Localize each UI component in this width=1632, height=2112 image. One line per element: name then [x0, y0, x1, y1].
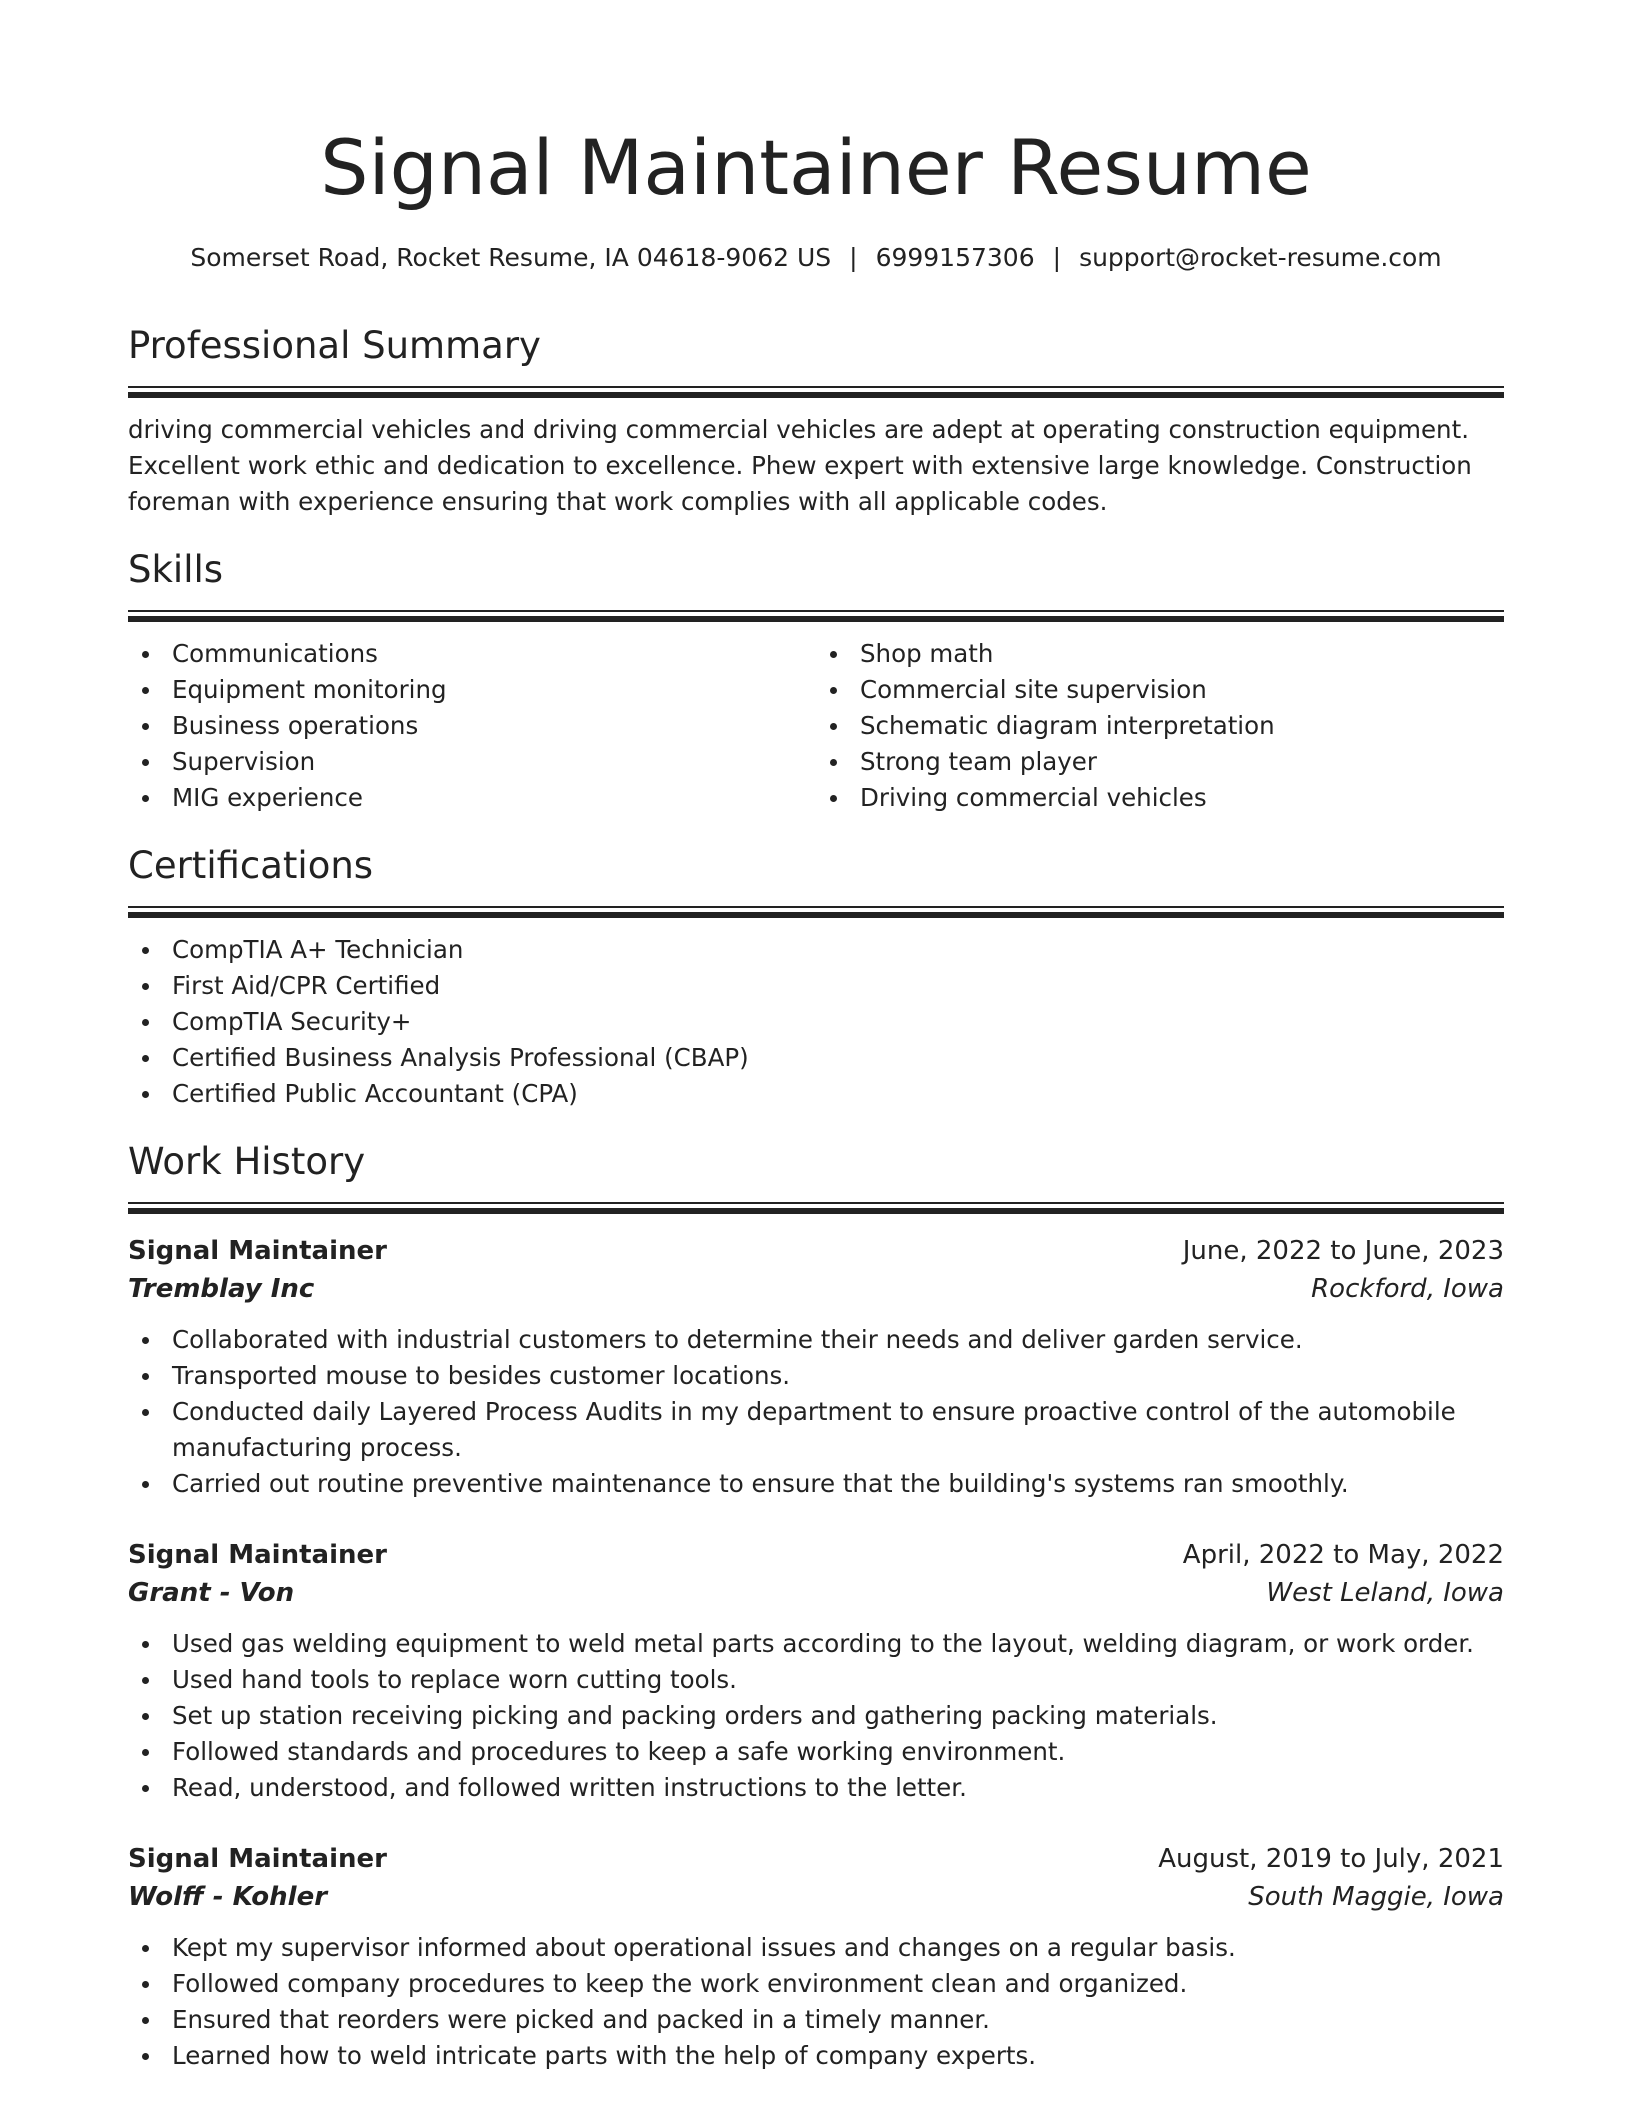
contact-email: support@rocket-resume.com — [1079, 243, 1442, 272]
skill-item: Schematic diagram interpretation — [816, 708, 1504, 744]
job-entry — [128, 1536, 1504, 1806]
skill-item: Strong team player — [816, 744, 1504, 780]
job-bullet: Used hand tools to replace worn cutting tools. — [128, 1662, 1504, 1698]
skill-item: Driving commercial vehicles — [816, 780, 1504, 816]
contact-separator: | — [1052, 243, 1062, 272]
certification-item: Certified Public Accountant (CPA) — [128, 1076, 1504, 1112]
job-bullet: Read, understood, and followed written instructions to the letter. — [128, 1770, 1504, 1806]
contact-line — [128, 240, 1504, 276]
section-divider — [128, 386, 1504, 398]
job-dates: June, 2022 to June, 2023 — [1182, 1236, 1504, 1266]
job-bullet: Learned how to weld intricate parts with the help of company experts. — [128, 2038, 1504, 2074]
job-company: Grant - Von — [128, 1578, 295, 1608]
section-divider — [128, 610, 1504, 622]
skill-item: Business operations — [128, 708, 816, 744]
job-company: Wolff - Kohler — [128, 1882, 328, 1912]
job-bullet: Collaborated with industrial customers to determine their needs and deliver garden service. — [128, 1322, 1504, 1358]
skills-column-left — [128, 622, 816, 816]
job-bullet: Kept my supervisor informed about operational issues and changes on a regular basis. — [128, 1930, 1504, 1966]
job-location: South Maggie, Iowa — [1248, 1882, 1504, 1912]
job-bullet: Used gas welding equipment to weld metal parts according to the layout, welding diagram, or work order. — [128, 1626, 1504, 1662]
job-bullet: Followed company procedures to keep the work environment clean and organized. — [128, 1966, 1504, 2002]
certification-item: CompTIA Security+ — [128, 1004, 1504, 1040]
skill-item: Commercial site supervision — [816, 672, 1504, 708]
skill-item: Shop math — [816, 636, 1504, 672]
page-title: Signal Maintainer Resume — [320, 123, 1312, 212]
job-entry — [128, 1232, 1504, 1502]
section-divider — [128, 906, 1504, 918]
skills-section — [128, 546, 1504, 816]
job-entry — [128, 1840, 1504, 2074]
skill-item: Equipment monitoring — [128, 672, 816, 708]
certification-item: First Aid/CPR Certified — [128, 968, 1504, 1004]
job-dates: April, 2022 to May, 2022 — [1182, 1540, 1504, 1570]
section-divider — [128, 1202, 1504, 1214]
contact-address: Somerset Road, Rocket Resume, IA 04618-9062 US — [190, 243, 832, 272]
skills-column-right — [816, 622, 1504, 816]
skill-item: Supervision — [128, 744, 816, 780]
job-dates: August, 2019 to July, 2021 — [1158, 1844, 1504, 1874]
job-bullet: Ensured that reorders were picked and packed in a timely manner. — [128, 2002, 1504, 2038]
skill-item: Communications — [128, 636, 816, 672]
certification-item: CompTIA A+ Technician — [128, 932, 1504, 968]
section-heading: Skills — [128, 548, 224, 591]
job-bullet: Followed standards and procedures to keep a safe working environment. — [128, 1734, 1504, 1770]
job-title: Signal Maintainer — [128, 1844, 387, 1874]
job-bullet: Transported mouse to besides customer locations. — [128, 1358, 1504, 1394]
job-location: Rockford, Iowa — [1311, 1274, 1504, 1304]
job-location: West Leland, Iowa — [1266, 1578, 1504, 1608]
job-bullet: Carried out routine preventive maintenance to ensure that the building's systems ran smoothly. — [128, 1466, 1504, 1502]
contact-phone: 6999157306 — [875, 243, 1035, 272]
contact-separator: | — [849, 243, 858, 272]
summary-text: driving commercial vehicles and driving commercial vehicles are adept at operating construction equipment. Excellent work ethic and dedication to excellence. Phew expert with extensive large knowledge. Construction foreman with experience ensuring that work complies with all applicable codes. — [128, 415, 1472, 516]
job-bullet: Conducted daily Layered Process Audits in my department to ensure proactive control of the automobile manufacturing process. — [128, 1394, 1504, 1466]
skill-item: MIG experience — [128, 780, 816, 816]
work-history-section — [128, 1138, 1504, 2074]
professional-summary-section — [128, 322, 1504, 520]
job-bullet: Set up station receiving picking and packing orders and gathering packing materials. — [128, 1698, 1504, 1734]
section-heading: Professional Summary — [128, 324, 541, 367]
job-title: Signal Maintainer — [128, 1236, 387, 1266]
section-heading: Work History — [128, 1140, 366, 1183]
section-heading: Certifications — [128, 844, 374, 887]
certification-item: Certified Business Analysis Professional (CBAP) — [128, 1040, 1504, 1076]
job-title: Signal Maintainer — [128, 1540, 387, 1570]
skills-grid — [128, 622, 1504, 816]
job-company: Tremblay Inc — [128, 1274, 315, 1304]
certifications-section — [128, 842, 1504, 1112]
